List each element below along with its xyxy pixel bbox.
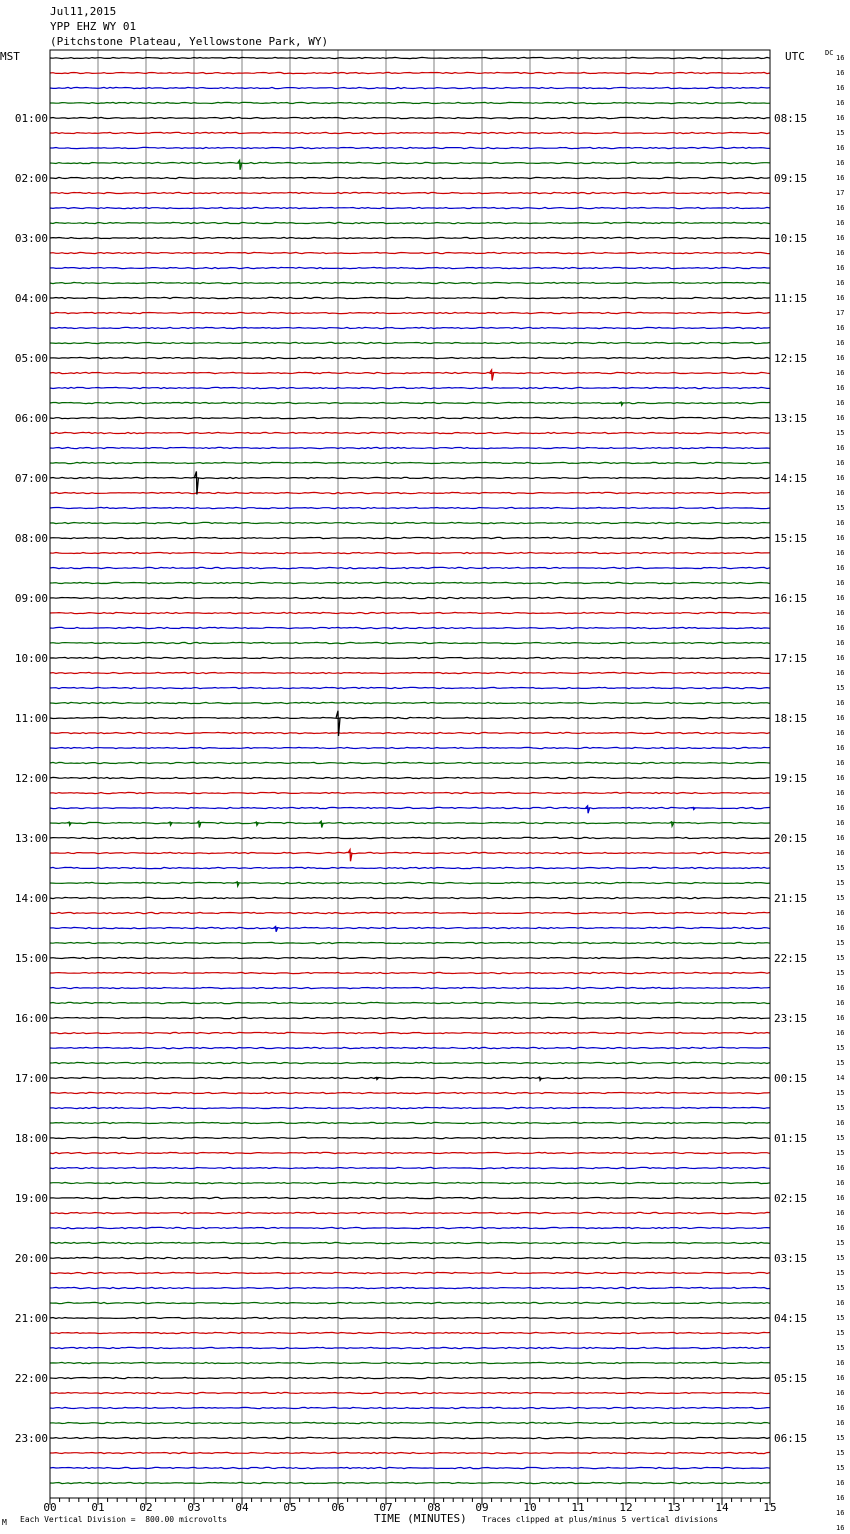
trace-line [50, 1392, 770, 1393]
dc-offset-label: 16 [836, 219, 845, 227]
dc-offset-label: 16 [836, 99, 845, 107]
trace-line [50, 927, 770, 928]
dc-offset-label: 16 [836, 1209, 845, 1217]
dc-offset-label: 16 [836, 1404, 845, 1412]
dc-offset-label: 16 [836, 1014, 845, 1022]
x-axis-ticks [50, 1498, 770, 1505]
dc-offset-label: 16 [836, 804, 845, 812]
dc-offset-label: 15 [836, 1344, 845, 1352]
dc-offset-label: 17 [836, 309, 845, 317]
trace-line [50, 612, 770, 613]
event-spike [490, 370, 494, 381]
dc-offset-label: 16 [836, 669, 845, 677]
event-spike [691, 807, 695, 809]
trace-line [50, 342, 770, 343]
header-station: YPP EHZ WY 01 [50, 20, 137, 33]
dc-offset-label: 16 [836, 399, 845, 407]
x-tick-label: 07 [379, 1501, 393, 1514]
dc-offset-label: 15 [836, 1314, 845, 1322]
dc-offset-label: 16 [836, 729, 845, 737]
right-hour-label: 15:15 [774, 532, 808, 545]
left-hour-label: 01:00 [14, 112, 48, 125]
left-hour-label: 18:00 [14, 1132, 48, 1145]
dc-offset-label: 15 [836, 954, 845, 962]
trace-line [50, 492, 770, 493]
trace-line [50, 882, 770, 883]
dc-offset-label: 15 [836, 969, 845, 977]
dc-offset-label: 16 [836, 1479, 845, 1487]
left-hour-label: 08:00 [14, 532, 48, 545]
trace-line [50, 942, 770, 943]
trace-line [50, 1032, 770, 1033]
trace-line [50, 1362, 770, 1363]
dc-offset-label: 16 [836, 324, 845, 332]
dc-offset-label: 16 [836, 84, 845, 92]
dc-offset-label: 16 [836, 819, 845, 827]
left-hour-label: 13:00 [14, 832, 48, 845]
left-hour-label: 10:00 [14, 652, 48, 665]
trace-line [50, 762, 770, 763]
dc-offset-label: 16 [836, 1509, 845, 1517]
trace-line [50, 147, 770, 148]
left-hour-label: 04:00 [14, 292, 48, 305]
dc-offset-label: 16 [836, 294, 845, 302]
x-tick-label: 11 [571, 1501, 585, 1514]
dc-offset-label: 16 [836, 54, 845, 62]
trace-line [50, 312, 770, 313]
dc-offset-label: 16 [836, 789, 845, 797]
right-hour-label: 02:15 [774, 1192, 808, 1205]
right-hour-label: 23:15 [774, 1012, 808, 1025]
right-hour-label: 11:15 [774, 292, 808, 305]
axis-labels [15, 54, 845, 1534]
left-hour-label: 15:00 [14, 952, 48, 965]
event-spike [538, 1077, 542, 1080]
dc-offset-label: 16 [836, 384, 845, 392]
trace-line [50, 1377, 770, 1378]
right-hour-label: 10:15 [774, 232, 808, 245]
dc-offset-label: 16 [836, 264, 845, 272]
dc-offset-label: 16 [836, 984, 845, 992]
dc-offset-label: 16 [836, 1389, 845, 1397]
trace-line [50, 237, 770, 238]
x-tick-label: 13 [667, 1501, 681, 1514]
trace-line [50, 747, 770, 748]
right-hour-label: 19:15 [774, 772, 808, 785]
trace-line [50, 57, 770, 58]
trace-line [50, 1242, 770, 1243]
trace-line [50, 1062, 770, 1063]
left-hour-label: 07:00 [14, 472, 48, 485]
dc-offset-label: 16 [836, 579, 845, 587]
trace-line [50, 1422, 770, 1423]
dc-offset-label: 16 [836, 1119, 845, 1127]
dc-offset-label: 16 [836, 639, 845, 647]
dc-offset-label: 16 [836, 774, 845, 782]
trace-line [50, 177, 770, 178]
trace-line [50, 372, 770, 373]
dc-offset-label: 16 [836, 234, 845, 242]
trace-line [50, 207, 770, 208]
dc-offset-label: 16 [836, 1029, 845, 1037]
trace-line [50, 1347, 770, 1348]
right-hour-label: 08:15 [774, 112, 808, 125]
x-tick-label: 01 [91, 1501, 105, 1514]
trace-line [50, 1137, 770, 1138]
trace-line [50, 1122, 770, 1123]
trace-line [50, 522, 770, 523]
dc-offset-label: 16 [836, 1374, 845, 1382]
trace-line [50, 597, 770, 598]
dc-offset-label: 15 [836, 1059, 845, 1067]
dc-offset-label: 16 [836, 849, 845, 857]
trace-line [50, 252, 770, 253]
trace-line [50, 1332, 770, 1333]
left-hour-label: 16:00 [14, 1012, 48, 1025]
dc-offset-label: 15 [836, 1329, 845, 1337]
right-hour-label: 22:15 [774, 952, 808, 965]
dc-offset-label: 14 [836, 1074, 845, 1082]
right-hour-label: 05:15 [774, 1372, 808, 1385]
trace-line [50, 297, 770, 298]
dc-offset-label: 15 [836, 129, 845, 137]
trace-line [50, 102, 770, 103]
trace-line [50, 867, 770, 868]
dc-offset-label: 16 [836, 759, 845, 767]
dc-offset-label: 16 [836, 699, 845, 707]
right-hour-label: 17:15 [774, 652, 808, 665]
right-hour-label: 13:15 [774, 412, 808, 425]
trace-line [50, 1107, 770, 1108]
right-hour-label: 21:15 [774, 892, 808, 905]
event-spike [348, 850, 352, 862]
dc-offset-label: 15 [836, 1104, 845, 1112]
trace-line [50, 687, 770, 688]
trace-line [50, 957, 770, 958]
dc-offset-label: 16 [836, 714, 845, 722]
seismic-traces [50, 57, 770, 1483]
dc-offset-label: 17 [836, 189, 845, 197]
event-spike [336, 711, 340, 736]
x-tick-label: 12 [619, 1501, 633, 1514]
event-spike [586, 806, 590, 813]
dc-offset-label: 15 [836, 864, 845, 872]
trace-line [50, 732, 770, 733]
dc-offset-label: 16 [836, 1419, 845, 1427]
dc-offset-label: 15 [836, 1434, 845, 1442]
dc-offset-label: 15 [836, 1089, 845, 1097]
trace-line [50, 432, 770, 433]
trace-line [50, 1212, 770, 1213]
clip-note: Traces clipped at plus/minus 5 vertical divisions [482, 1515, 719, 1524]
left-hour-label: 12:00 [14, 772, 48, 785]
dc-offset-label: 16 [836, 369, 845, 377]
trace-line [50, 507, 770, 508]
dc-offset-label: 16 [836, 1179, 845, 1187]
dc-offset-label: 16 [836, 459, 845, 467]
header-date: Jul11,2015 [50, 5, 117, 18]
dc-offset-label: 16 [836, 174, 845, 182]
dc-offset-label: 16 [836, 609, 845, 617]
trace-line [50, 1047, 770, 1048]
trace-line [50, 822, 770, 823]
footer-mark: M [2, 1518, 7, 1527]
trace-line [50, 222, 770, 223]
left-hour-label: 17:00 [14, 1072, 48, 1085]
dc-offset-label: 15 [836, 1269, 845, 1277]
x-tick-label: 15 [763, 1501, 777, 1514]
right-hour-label: 04:15 [774, 1312, 808, 1325]
dc-offset-label: 16 [836, 1299, 845, 1307]
left-hour-label: 19:00 [14, 1192, 48, 1205]
event-spike [238, 160, 242, 169]
trace-line [50, 387, 770, 388]
minute-gridlines [98, 50, 722, 1498]
dc-offset-label: 15 [836, 939, 845, 947]
scale-note: Each Vertical Division = 800.00 microvolts [20, 1515, 228, 1524]
dc-offset-label: 16 [836, 654, 845, 662]
trace-line [50, 627, 770, 628]
trace-line [50, 987, 770, 988]
dc-offset-label: 15 [836, 504, 845, 512]
x-tick-label: 06 [331, 1501, 345, 1514]
dc-offset-label: 16 [836, 249, 845, 257]
dc-offset-label: 16 [836, 999, 845, 1007]
trace-line [50, 837, 770, 838]
dc-offset-label: 15 [836, 1464, 845, 1472]
left-hour-label: 21:00 [14, 1312, 48, 1325]
dc-offset-label: 15 [836, 1254, 845, 1262]
trace-line [50, 1272, 770, 1273]
x-tick-label: 00 [43, 1501, 57, 1514]
dc-offset-label: 15 [836, 684, 845, 692]
dc-offset-label: 16 [836, 414, 845, 422]
dc-offset-label: 15 [836, 879, 845, 887]
trace-line [50, 567, 770, 568]
x-tick-label: 10 [523, 1501, 537, 1514]
trace-line [50, 462, 770, 463]
dc-offset-label: 15 [836, 894, 845, 902]
trace-line [50, 357, 770, 358]
dc-offset-label: 16 [836, 924, 845, 932]
dc-offset-label: 16 [836, 909, 845, 917]
right-timezone-label: UTC [785, 50, 805, 63]
x-tick-label: 02 [139, 1501, 153, 1514]
event-spike [194, 471, 198, 494]
left-hour-label: 20:00 [14, 1252, 48, 1265]
dc-offset-label: 16 [836, 1359, 845, 1367]
trace-line [50, 672, 770, 673]
left-hour-label: 09:00 [14, 592, 48, 605]
left-hour-label: 03:00 [14, 232, 48, 245]
trace-line [50, 162, 770, 163]
trace-line [50, 1482, 770, 1483]
right-hour-label: 16:15 [774, 592, 808, 605]
trace-line [50, 1092, 770, 1093]
trace-line [50, 537, 770, 538]
right-hour-label: 03:15 [774, 1252, 808, 1265]
trace-line [50, 1182, 770, 1183]
dc-offset-label: 16 [836, 444, 845, 452]
dc-offset-label: 16 [836, 1224, 845, 1232]
event-spike [319, 821, 323, 827]
left-hour-label: 14:00 [14, 892, 48, 905]
dc-offset-label: 16 [836, 549, 845, 557]
dc-offset-label: 15 [836, 1149, 845, 1157]
trace-line [50, 1152, 770, 1153]
dc-offset-label: 16 [836, 624, 845, 632]
dc-offset-label: 16 [836, 69, 845, 77]
dc-offset-label: 16 [836, 144, 845, 152]
trace-line [50, 267, 770, 268]
event-spike [374, 1077, 378, 1079]
trace-line [50, 972, 770, 973]
trace-line [50, 897, 770, 898]
trace-line [50, 1452, 770, 1453]
trace-line [50, 417, 770, 418]
trace-line [50, 702, 770, 703]
trace-line [50, 657, 770, 658]
dc-offset-label: 15 [836, 1284, 845, 1292]
trace-line [50, 777, 770, 778]
trace-line [50, 327, 770, 328]
trace-line [50, 552, 770, 553]
x-tick-label: 04 [235, 1501, 249, 1514]
dc-offset-label: 16 [836, 489, 845, 497]
dc-offset-label: 15 [836, 1449, 845, 1457]
trace-line [50, 1302, 770, 1303]
dc-offset-label: 16 [836, 159, 845, 167]
x-tick-label: 08 [427, 1501, 441, 1514]
left-hour-label: 23:00 [14, 1432, 48, 1445]
x-tick-label: 05 [283, 1501, 297, 1514]
dc-offset-label: 16 [836, 564, 845, 572]
trace-line [50, 582, 770, 583]
right-hour-label: 06:15 [774, 1432, 808, 1445]
dc-offset-label: 16 [836, 534, 845, 542]
trace-line [50, 1197, 770, 1198]
left-hour-label: 02:00 [14, 172, 48, 185]
trace-line [50, 1407, 770, 1408]
right-hour-label: 12:15 [774, 352, 808, 365]
dc-offset-label: 16 [836, 1164, 845, 1172]
trace-line [50, 72, 770, 73]
dc-offset-label: 15 [836, 429, 845, 437]
header-location: (Pitchstone Plateau, Yellowstone Park, WY) [50, 35, 329, 48]
dc-offset-label: 16 [836, 339, 845, 347]
right-hour-label: 14:15 [774, 472, 808, 485]
trace-line [50, 87, 770, 88]
left-hour-label: 06:00 [14, 412, 48, 425]
x-tick-label: 03 [187, 1501, 201, 1514]
trace-line [50, 1167, 770, 1168]
trace-line [50, 192, 770, 193]
trace-line [50, 1017, 770, 1018]
left-timezone-label: MST [0, 50, 20, 63]
dc-offset-label: 16 [836, 204, 845, 212]
left-hour-label: 22:00 [14, 1372, 48, 1385]
dc-offset-label: 16 [836, 1494, 845, 1502]
dc-offset-label: 16 [836, 1524, 845, 1532]
dc-offset-label: 16 [836, 114, 845, 122]
trace-line [50, 807, 770, 808]
x-tick-label: 09 [475, 1501, 489, 1514]
dc-offset-label: 16 [836, 744, 845, 752]
x-axis-title: TIME (MINUTES) [374, 1512, 467, 1525]
x-tick-label: 14 [715, 1501, 729, 1514]
dc-offset-label: 16 [836, 354, 845, 362]
trace-line [50, 642, 770, 643]
trace-line [50, 1437, 770, 1438]
trace-line [50, 1467, 770, 1468]
trace-line [50, 1257, 770, 1258]
dc-offset-label: 15 [836, 1134, 845, 1142]
dc-offset-label: 16 [836, 279, 845, 287]
trace-line [50, 447, 770, 448]
trace-line [50, 132, 770, 133]
trace-line [50, 1287, 770, 1288]
trace-line [50, 852, 770, 853]
left-hour-label: 11:00 [14, 712, 48, 725]
dc-offset-label: 16 [836, 1194, 845, 1202]
trace-line [50, 1227, 770, 1228]
trace-line [50, 717, 770, 718]
trace-line [50, 117, 770, 118]
dc-offset-label: 16 [836, 474, 845, 482]
trace-line [50, 282, 770, 283]
left-hour-label: 05:00 [14, 352, 48, 365]
trace-line [50, 1317, 770, 1318]
trace-line [50, 477, 770, 478]
trace-line [50, 1077, 770, 1078]
dc-offset-label: 15 [836, 1044, 845, 1052]
right-hour-label: 01:15 [774, 1132, 808, 1145]
right-hour-label: 18:15 [774, 712, 808, 725]
right-hour-label: 00:15 [774, 1072, 808, 1085]
dc-offset-label: 16 [836, 519, 845, 527]
trace-line [50, 402, 770, 403]
trace-line [50, 912, 770, 913]
dc-offset-label: 15 [836, 1239, 845, 1247]
right-hour-label: 09:15 [774, 172, 808, 185]
right-hour-label: 20:15 [774, 832, 808, 845]
trace-line [50, 1002, 770, 1003]
dc-offset-label: 16 [836, 834, 845, 842]
trace-line [50, 792, 770, 793]
dc-offset-label: 16 [836, 594, 845, 602]
dc-label: DC [825, 49, 834, 57]
